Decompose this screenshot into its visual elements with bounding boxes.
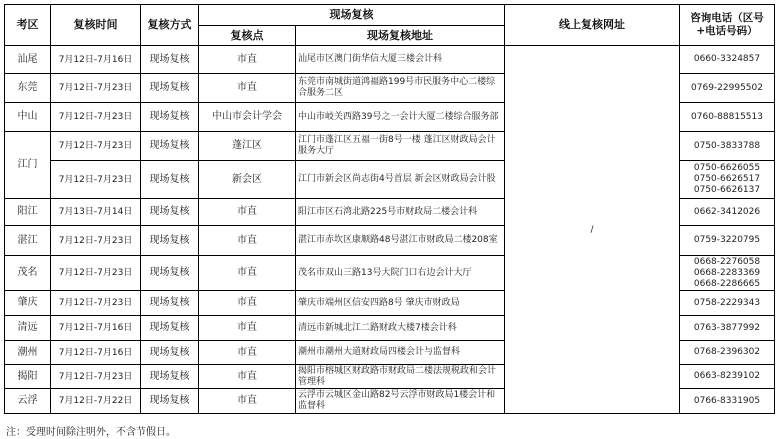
- region-cell: 潮州: [5, 341, 51, 365]
- phone-cell: [680, 199, 775, 226]
- method-cell: 现场复核: [141, 103, 199, 132]
- time-cell: 7月12日-7月23日: [51, 365, 141, 389]
- header-onsite: 现场复核: [199, 5, 505, 26]
- method-cell: 现场复核: [141, 46, 199, 74]
- phone-cell: [680, 74, 775, 103]
- point-cell: 市直: [199, 226, 296, 256]
- address-cell: 汕尾市区澳门街华信大厦三楼会计科: [296, 46, 505, 74]
- address-cell: 中山市岐关西路39号之一会计大厦二楼综合服务部: [296, 103, 505, 132]
- footnote: 注：受理时间除注明外，不含节假日。: [6, 427, 176, 438]
- region-cell: 东莞: [5, 74, 51, 103]
- method-cell: 现场复核: [141, 74, 199, 103]
- time-cell: 7月12日-7月23日: [51, 291, 141, 316]
- time-cell: 7月12日-7月23日: [51, 132, 141, 161]
- method-cell: 现场复核: [141, 199, 199, 226]
- time-cell: 7月12日-7月23日: [51, 226, 141, 256]
- address-cell: 肇庆市端州区信安四路8号 肇庆市财政局: [296, 291, 505, 316]
- address-cell: 阳江市区石湾北路225号市财政局二楼会计科: [296, 199, 505, 226]
- method-cell: 现场复核: [141, 341, 199, 365]
- phone-numbers: 0668-2276058 0668-2283369 0668-2286665: [693, 256, 761, 289]
- phone-cell: [680, 341, 775, 365]
- header-time: 复核时间: [51, 5, 141, 46]
- phone-numbers: 0663-8239102: [693, 371, 761, 381]
- time-cell: 7月12日-7月16日: [51, 316, 141, 341]
- time-cell: 7月12日-7月23日: [51, 256, 141, 291]
- region-cell: 肇庆: [5, 291, 51, 316]
- header-address: 现场复核地址: [296, 26, 505, 46]
- phone-numbers: 0750-6626055 0750-6626517 0750-6626137: [693, 163, 761, 195]
- point-cell: 市直: [199, 316, 296, 341]
- time-cell: 7月13日-7月14日: [51, 199, 141, 226]
- point-cell: 市直: [199, 365, 296, 389]
- point-cell: 市直: [199, 389, 296, 414]
- point-cell: 市直: [199, 199, 296, 226]
- method-cell: 现场复核: [141, 132, 199, 161]
- region-cell: 阳江: [5, 199, 51, 226]
- phone-cell: [680, 256, 775, 291]
- phone-numbers: 0766-8331905: [693, 395, 761, 406]
- point-cell: 蓬江区: [199, 132, 296, 161]
- region-cell: 中山: [5, 103, 51, 132]
- review-schedule-table: [4, 4, 775, 414]
- phone-cell: [680, 291, 775, 316]
- region-cell: 清远: [5, 316, 51, 341]
- phone-numbers: 0662-3412026: [693, 206, 761, 217]
- address-cell: 清远市新城北江二路财政大楼7楼会计科: [296, 316, 505, 341]
- header-method: 复核方式: [141, 5, 199, 46]
- point-cell: 市直: [199, 256, 296, 291]
- phone-numbers: 0660-3324857: [693, 54, 761, 64]
- header-region: 考区: [5, 5, 51, 46]
- time-cell: 7月12日-7月23日: [51, 161, 141, 199]
- region-cell: 江门: [5, 132, 51, 199]
- point-cell: 市直: [199, 74, 296, 103]
- online-url-cell: /: [505, 46, 680, 414]
- address-cell: 江门市蓬江区五福一街8号一楼 蓬江区财政局会计服务大厅: [296, 132, 505, 161]
- phone-cell: [680, 316, 775, 341]
- phone-numbers: 0758-2229343: [693, 297, 761, 308]
- point-cell: 市直: [199, 291, 296, 316]
- method-cell: 现场复核: [141, 256, 199, 291]
- phone-cell: [680, 161, 775, 199]
- region-cell: 揭阳: [5, 365, 51, 389]
- method-cell: 现场复核: [141, 161, 199, 199]
- point-cell: 市直: [199, 341, 296, 365]
- region-cell: 茂名: [5, 256, 51, 291]
- region-cell: 湛江: [5, 226, 51, 256]
- phone-numbers: 0763-3877992: [693, 322, 761, 333]
- method-cell: 现场复核: [141, 316, 199, 341]
- time-cell: 7月12日-7月22日: [51, 389, 141, 414]
- address-cell: 云浮市云城区金山路82号云浮市财政局1楼会计和监督科: [296, 389, 505, 414]
- method-cell: 现场复核: [141, 291, 199, 316]
- time-cell: 7月12日-7月23日: [51, 74, 141, 103]
- region-cell: 汕尾: [5, 46, 51, 74]
- address-cell: 湛江市赤坎区康顺路48号湛江市财政局二楼208室: [296, 226, 505, 256]
- phone-cell: [680, 46, 775, 74]
- phone-numbers: 0750-3833788: [693, 140, 761, 151]
- phone-numbers: 0768-2396302: [693, 347, 761, 357]
- header-online: 线上复核网址: [505, 5, 680, 46]
- phone-cell: [680, 226, 775, 256]
- header-phone: 咨询电话（区号+电话号码）: [680, 5, 775, 46]
- address-cell: 江门市新会区尚志街4号首层 新会区财政局会计股: [296, 161, 505, 199]
- phone-numbers: 0760-88815513: [691, 111, 763, 122]
- phone-cell: [680, 132, 775, 161]
- table-row: [5, 46, 775, 74]
- time-cell: 7月12日-7月16日: [51, 341, 141, 365]
- phone-numbers: 0759-3220795: [693, 235, 761, 245]
- address-cell: 东莞市南城街道鸿福路199号市民服务中心二楼综合服务二区: [296, 74, 505, 103]
- method-cell: 现场复核: [141, 226, 199, 256]
- time-cell: 7月12日-7月23日: [51, 103, 141, 132]
- address-cell: 揭阳市榕城区财政路市财政局二楼法规税政和会计管理科: [296, 365, 505, 389]
- header-point: 复核点: [199, 26, 296, 46]
- point-cell: 新会区: [199, 161, 296, 199]
- method-cell: 现场复核: [141, 365, 199, 389]
- time-cell: 7月12日-7月16日: [51, 46, 141, 74]
- method-cell: 现场复核: [141, 389, 199, 414]
- address-cell: 潮州市潮州大道财政局四楼会计与监督科: [296, 341, 505, 365]
- point-cell: 中山市会计学会: [199, 103, 296, 132]
- address-cell: 茂名市双山三路13号大院门口右边会计大厅: [296, 256, 505, 291]
- phone-cell: [680, 103, 775, 132]
- phone-numbers: 0769-22995502: [691, 82, 763, 93]
- phone-cell: [680, 365, 775, 389]
- region-cell: 云浮: [5, 389, 51, 414]
- phone-cell: [680, 389, 775, 414]
- point-cell: 市直: [199, 46, 296, 74]
